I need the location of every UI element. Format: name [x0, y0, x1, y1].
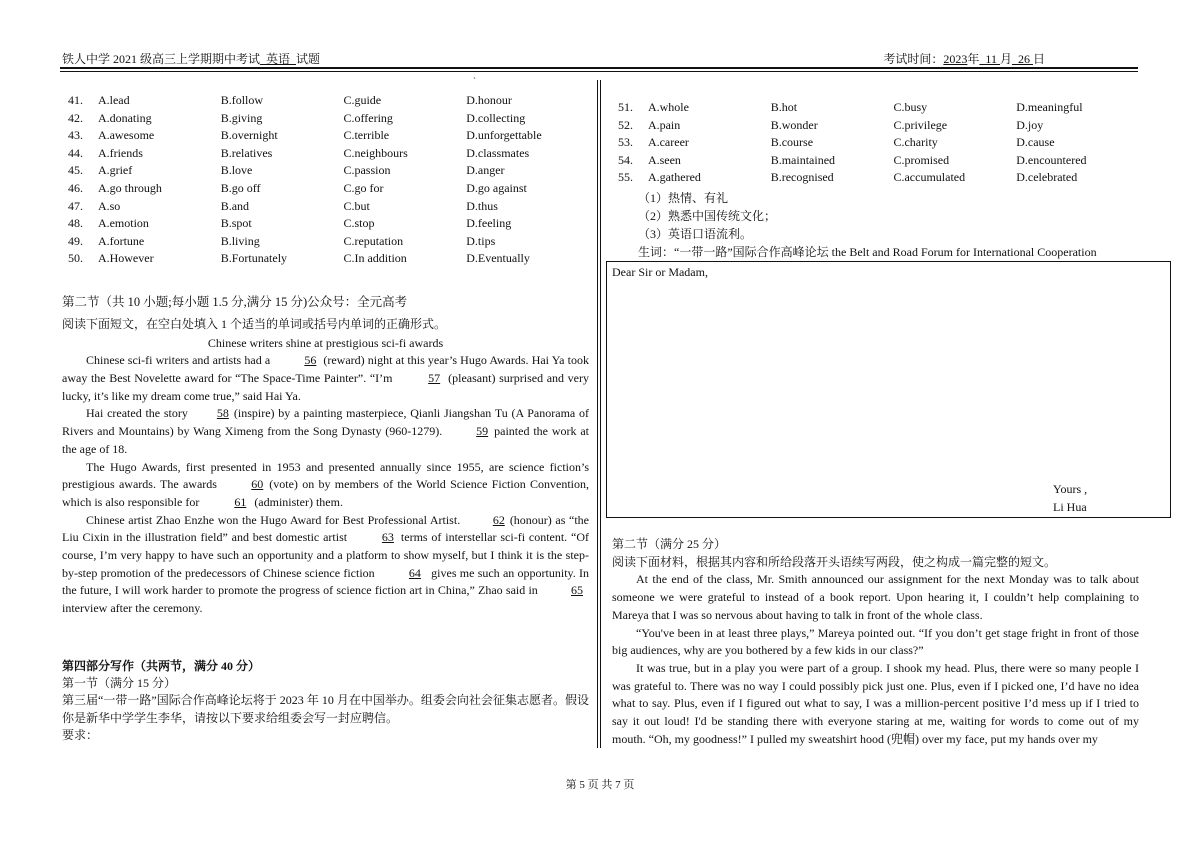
question-number: 44. — [68, 145, 83, 160]
options-list-51-55 — [612, 99, 1139, 187]
writing-section1-requirements-label: 要求： — [62, 728, 99, 743]
option-a[interactable]: A.donating — [97, 110, 152, 125]
option-b[interactable]: B.wonder — [770, 117, 818, 132]
writing-section1-title: 第一节（满分 15 分） — [62, 675, 177, 690]
option-c[interactable]: C.reputation — [343, 233, 404, 248]
story-paragraph-2: “You've been in at least three plays,” Mareya pointed out. “If you don’t get stage fright in front of those big audiences, why are you bothered by a few kids in our class?” — [612, 625, 1139, 658]
section2-title: 第二节（共 10 小题;每小题 1.5 分,满分 15 分)公众号：全元高考 — [62, 294, 408, 309]
stray-mark: ` — [473, 76, 476, 86]
requirements-list — [612, 189, 1139, 261]
question-number: 48. — [68, 216, 83, 231]
option-d[interactable]: D.joy — [1016, 117, 1044, 132]
option-a[interactable]: A.grief — [97, 163, 133, 178]
month-unit: 月 — [999, 52, 1012, 66]
option-b[interactable]: B.giving — [220, 110, 263, 125]
blank-57[interactable]: 57 — [428, 371, 441, 386]
option-b[interactable]: B.love — [220, 163, 253, 178]
option-c[interactable]: C.go for — [343, 180, 384, 195]
option-d[interactable]: D.classmates — [466, 145, 530, 160]
letter-greeting: Dear Sir or Madam, — [612, 265, 708, 279]
option-c[interactable]: C.stop — [343, 216, 375, 231]
option-a[interactable]: A.so — [97, 198, 121, 213]
writing-section2-title: 第二节（满分 25 分） — [612, 537, 727, 551]
question-row — [62, 92, 589, 110]
question-row — [612, 152, 1139, 170]
option-b[interactable]: B.follow — [220, 93, 264, 107]
part4-title: 第四部分写作（共两节，满分 40 分） — [62, 658, 261, 673]
option-a[interactable]: A.fortune — [97, 233, 145, 248]
year-unit: 年 — [967, 52, 980, 66]
option-c[interactable]: C.but — [343, 198, 370, 213]
option-c[interactable]: C.promised — [893, 152, 950, 167]
option-b[interactable]: B.hot — [770, 100, 798, 114]
exam-suffix: 试题 — [296, 52, 321, 66]
page-header-left — [62, 50, 320, 67]
blank-63[interactable]: 63 — [381, 530, 394, 545]
option-d[interactable]: D.meaningful — [1016, 100, 1083, 114]
question-number: 41. — [68, 93, 83, 107]
option-c[interactable]: C.busy — [893, 100, 928, 114]
question-number: 53. — [618, 135, 633, 150]
column-divider-inner — [600, 80, 601, 748]
option-d[interactable]: D.unforgettable — [466, 128, 542, 143]
question-row — [62, 180, 589, 198]
question-row — [612, 117, 1139, 135]
blank-62[interactable]: 62 — [492, 512, 505, 527]
option-b[interactable]: B.living — [220, 233, 260, 248]
option-b[interactable]: B.spot — [220, 216, 252, 231]
question-number: 49. — [68, 233, 83, 248]
option-b[interactable]: B.recognised — [770, 170, 834, 185]
option-b[interactable]: B.relatives — [220, 145, 273, 160]
page-footer: 第 5 页 共 7 页 — [565, 779, 635, 791]
section2-instruction: 阅读下面短文，在空白处填入 1 个适当的单词或括号内单词的正确形式。 — [62, 316, 447, 331]
option-a[interactable]: A.However — [97, 251, 154, 266]
right-column — [612, 99, 1139, 261]
option-d[interactable]: D.encountered — [1016, 152, 1087, 167]
option-a[interactable]: A.career — [647, 135, 689, 150]
option-d[interactable]: D.cause — [1016, 135, 1055, 150]
column-divider — [597, 80, 598, 748]
requirement-3: （3）英语口语流利。 — [638, 226, 753, 241]
passage-title: Chinese writers shine at prestigious sci-fi awards — [207, 335, 444, 350]
question-row — [62, 110, 589, 128]
option-a[interactable]: A.lead — [97, 93, 130, 107]
question-number: 50. — [68, 251, 83, 266]
option-a[interactable]: A.awesome — [97, 128, 155, 143]
option-a[interactable]: A.whole — [647, 100, 689, 114]
question-number: 47. — [68, 198, 83, 213]
option-d[interactable]: D.Eventually — [466, 251, 530, 266]
option-d[interactable]: D.honour — [466, 93, 512, 107]
blank-58[interactable]: 58 — [216, 406, 229, 421]
question-number: 45. — [68, 163, 83, 178]
letter-signature: Li Hua — [1053, 500, 1087, 514]
question-row — [62, 162, 589, 180]
passage-paragraph-4: Chinese artist Zhao Enzhe won the Hugo Award for Best Professional Artist. 62 (honour) as “the Liu Cixin in the illustration field” and best domestic artist 63 terms of interstellar sci-fi content. “Of course, I’m very happy to have such an opportunity and a platform to show myself, but I think it is the step-by-step promotion of the predecessors of Chinese science fiction 64 gives me such an opportunity. In the future, I will work harder to promote the progress of science fiction art in China,” Zhao said in 65 interview after the ceremony. — [62, 512, 590, 616]
option-a[interactable]: A.pain — [647, 117, 681, 132]
vocabulary-note: 生词：“一带一路”国际合作高峰论坛 the Belt and Road Forum for International Cooperation — [638, 244, 1097, 259]
school-exam-name: 铁人中学 2021 级高三上学期期中考试 — [62, 52, 261, 66]
option-c[interactable]: C.In addition — [343, 251, 407, 266]
story-paragraph-3: It was true, but in a play you were part of a group. I shook my head. Plus, there were so many people I was grateful to. There was no way I could possibly pick just one. Plus, even if I picked one, I’d have no idea what to say. Plus, even if I figured out what to say, I was a million-percent positive I’d mess up if I tried to say it out loud! I'd be standing there with everyone staring at me, waiting for words to come out of my mouth. “Oh, my goodness!” I pulled my sweatshirt hood (兜帽) over my face, put my hands over my — [612, 660, 1139, 746]
question-row — [62, 198, 589, 216]
option-c[interactable]: C.passion — [343, 163, 391, 178]
option-a[interactable]: A.emotion — [97, 216, 149, 231]
question-number: 46. — [68, 180, 83, 195]
option-c[interactable]: C.guide — [343, 93, 382, 107]
letter-closing: Yours , — [1053, 482, 1088, 496]
question-row — [62, 145, 589, 163]
passage-paragraph-1: Chinese sci-fi writers and artists had a 56 (reward) night at this year’s Hugo Awards. Hai Ya took away the Best Novelette award for “The Space-Time Painter”. “I’m 57 (pleasant) surprised and very lucky, it’s like my dream come true,” said Hai Ya. — [62, 353, 589, 403]
question-row — [612, 134, 1139, 152]
question-row — [612, 169, 1139, 187]
option-b[interactable]: B.overnight — [220, 128, 278, 143]
passage-paragraph-2: Hai created the story 58 (inspire) by a painting masterpiece, Qianli Jiangshan Tu (A Panorama of Rivers and Mountains) by Wang Ximeng from the Song Dynasty (960-1279). 59 painted the work at the age of 18. — [62, 406, 589, 456]
option-a[interactable]: A.go through — [97, 180, 162, 195]
blank-60[interactable]: 60 — [251, 477, 264, 492]
writing-section2 — [612, 536, 1139, 748]
option-d[interactable]: D.collecting — [466, 110, 526, 125]
question-number: 42. — [68, 110, 83, 125]
requirement-2: （2）熟悉中国传统文化； — [638, 208, 777, 223]
requirement-1: （1）热情、有礼 — [638, 190, 729, 205]
question-row — [612, 99, 1139, 117]
option-a[interactable]: A.friends — [97, 145, 143, 160]
question-row — [62, 127, 589, 145]
option-d[interactable]: D.anger — [466, 163, 505, 178]
option-d[interactable]: D.tips — [466, 233, 496, 248]
option-b[interactable]: B.and — [220, 198, 250, 213]
option-b[interactable]: B.Fortunately — [220, 251, 288, 266]
exam-day: 26 — [1017, 52, 1030, 66]
writing-section1-prompt: 第三届“一带一路”国际合作高峰论坛将于 2023 年 10 月在中国举办。组委会向社会征集志愿者。假设你是新华中学学生李华，请按以下要求给组委会写一封应聘信。 — [62, 692, 589, 725]
blank-56[interactable]: 56 — [304, 353, 317, 368]
option-d[interactable]: D.feeling — [466, 216, 512, 231]
exam-year: 2023 — [943, 52, 968, 66]
letter-writing-box[interactable] — [606, 261, 1171, 518]
option-a[interactable]: A.gathered — [647, 170, 701, 185]
writing-section2-instruction: 阅读下面材料，根据其内容和所给段落开头语续写两段，使之构成一篇完整的短文。 — [612, 554, 1057, 569]
page-header-right — [883, 50, 1045, 67]
subject: 英语 — [266, 52, 291, 66]
header-rule-thick — [60, 67, 1138, 69]
option-a[interactable]: A.seen — [647, 152, 681, 167]
question-number: 54. — [618, 152, 633, 167]
option-c[interactable]: C.offering — [343, 110, 393, 125]
question-row — [62, 215, 589, 233]
options-list-41-50 — [62, 92, 589, 268]
question-number: 43. — [68, 128, 83, 143]
option-b[interactable]: B.go off — [220, 180, 261, 195]
day-unit: 日 — [1032, 52, 1045, 66]
passage-paragraph-3: The Hugo Awards, first presented in 1953 and presented annually since 1955, are science fiction’s prestigious awards. The awards 60 (vote) on by members of the World Science Fiction Convention, which is also responsible for 61 (administer) them. — [62, 459, 589, 512]
question-row — [62, 250, 589, 268]
option-c[interactable]: C.terrible — [343, 128, 390, 143]
blank-59[interactable]: 59 — [476, 424, 489, 439]
option-b[interactable]: B.maintained — [770, 152, 836, 167]
option-c[interactable]: C.privilege — [893, 117, 948, 132]
question-row — [62, 233, 589, 251]
blank-61[interactable]: 61 — [234, 494, 247, 509]
question-number: 55. — [618, 170, 633, 185]
question-number: 52. — [618, 117, 633, 132]
time-label: 考试时间： — [883, 52, 944, 66]
option-b[interactable]: B.course — [770, 135, 814, 150]
exam-month: 11 — [985, 52, 997, 66]
question-number: 51. — [618, 100, 633, 114]
left-column — [62, 92, 589, 744]
option-c[interactable]: C.accumulated — [893, 170, 966, 185]
option-c[interactable]: C.neighbours — [343, 145, 408, 160]
blank-65[interactable]: 65 — [571, 583, 583, 598]
option-d[interactable]: D.thus — [466, 198, 498, 213]
option-d[interactable]: D.celebrated — [1016, 170, 1078, 185]
option-d[interactable]: D.go against — [466, 180, 527, 195]
blank-64[interactable]: 64 — [408, 565, 421, 580]
option-c[interactable]: C.charity — [893, 135, 938, 150]
story-paragraph-1: At the end of the class, Mr. Smith announced our assignment for the next Monday was to talk about someone we were grateful to instead of a book report. Upon hearing it, I couldn’t help complaining to Mareya that I was so nervous about having to talk in front of the whole class. — [612, 572, 1139, 622]
header-rule-thin — [60, 71, 1138, 72]
